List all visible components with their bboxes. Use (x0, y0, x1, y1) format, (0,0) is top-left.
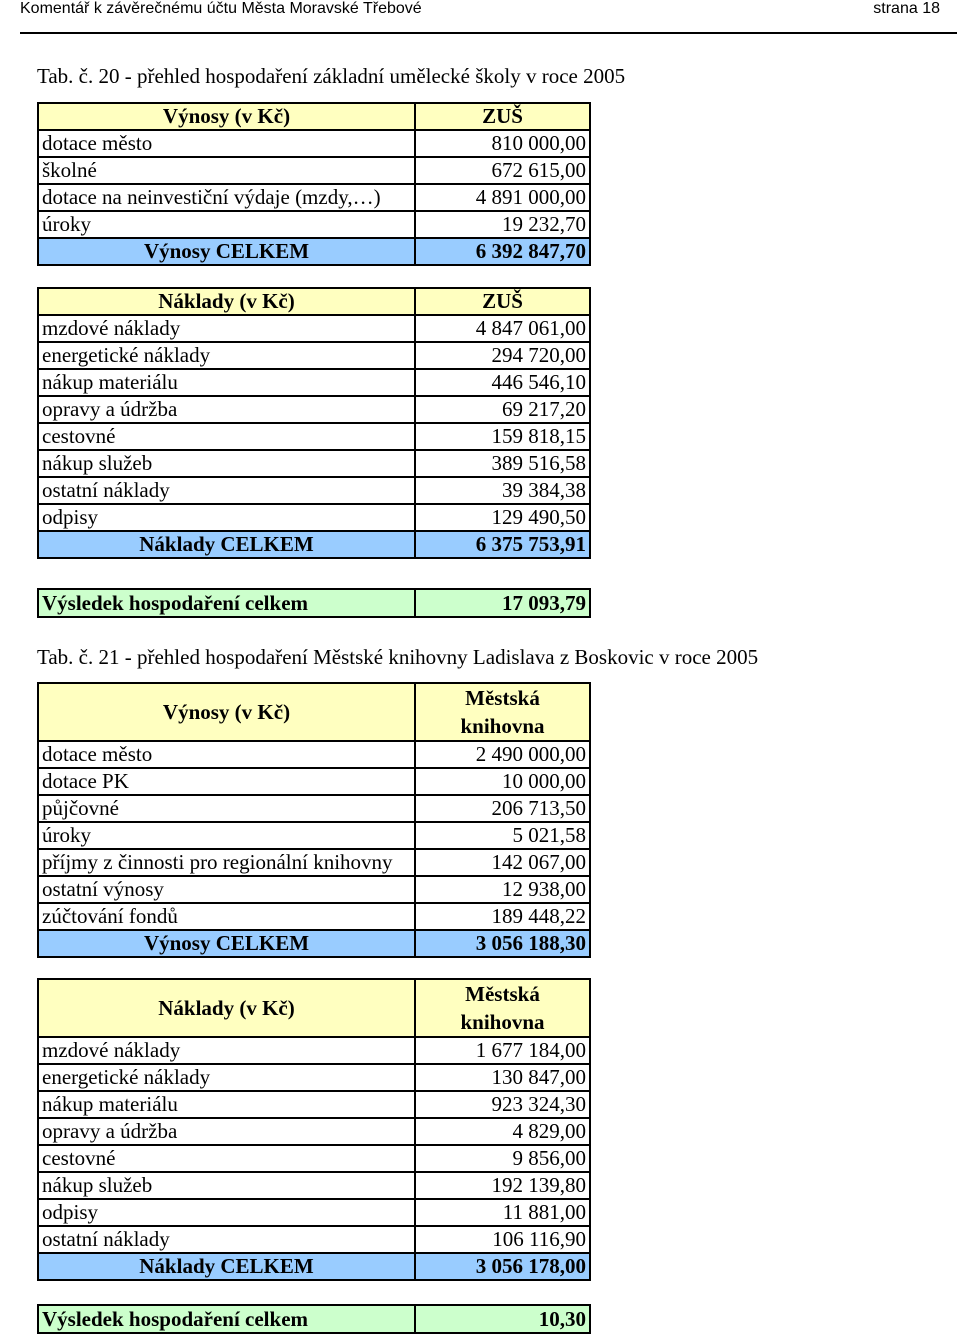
row-label: opravy a údržba (38, 1118, 415, 1145)
table-row (38, 903, 590, 930)
row-label: ostatní výnosy (38, 876, 415, 903)
row-value: 4 891 000,00 (415, 184, 590, 211)
table-row (38, 1145, 590, 1172)
row-value: 446 546,10 (415, 369, 590, 396)
row-value: 5 021,58 (415, 822, 590, 849)
row-value: 10 000,00 (415, 768, 590, 795)
table-20-result (37, 588, 591, 618)
cost-header: Náklady (v Kč) (38, 288, 415, 315)
row-value: 189 448,22 (415, 903, 590, 930)
total-row (38, 1253, 590, 1280)
row-value: 389 516,58 (415, 450, 590, 477)
table-row (38, 822, 590, 849)
revenue-header: Výnosy (v Kč) (38, 103, 415, 130)
unit-header-line2: knihovna (460, 714, 545, 738)
page-header (20, 0, 940, 33)
row-value: 19 232,70 (415, 211, 590, 238)
page-number: strana 18 (873, 0, 940, 17)
result-label: Výsledek hospodaření celkem (38, 1305, 415, 1333)
table-21-revenue (37, 682, 591, 958)
row-label: ostatní náklady (38, 477, 415, 504)
row-value: 1 677 184,00 (415, 1037, 590, 1064)
table-row (38, 315, 590, 342)
row-label: příjmy z činnosti pro regionální knihovny (38, 849, 415, 876)
row-label: půjčovné (38, 795, 415, 822)
total-value: 3 056 188,30 (415, 930, 590, 957)
table-row (38, 423, 590, 450)
table-row (38, 1064, 590, 1091)
header-divider (20, 32, 957, 34)
table-20-revenue (37, 102, 591, 266)
row-value: 9 856,00 (415, 1145, 590, 1172)
table-row (38, 1172, 590, 1199)
document-title: Komentář k závěrečnému účtu Města Moravské Třebové (20, 0, 422, 17)
row-value: 142 067,00 (415, 849, 590, 876)
revenue-header: Výnosy (v Kč) (38, 683, 415, 741)
table-row (38, 1199, 590, 1226)
unit-header-line1: Městská (465, 686, 540, 710)
table-20-caption: Tab. č. 20 - přehled hospodaření základní umělecké školy v roce 2005 (37, 64, 626, 88)
table-row (38, 1037, 590, 1064)
row-label: školné (38, 157, 415, 184)
row-value: 4 847 061,00 (415, 315, 590, 342)
total-value: 3 056 178,00 (415, 1253, 590, 1280)
total-row (38, 531, 590, 558)
row-value: 69 217,20 (415, 396, 590, 423)
row-label: cestovné (38, 423, 415, 450)
row-label: úroky (38, 211, 415, 238)
table-header-row (38, 683, 590, 741)
result-value: 10,30 (415, 1305, 590, 1333)
table-header-row (38, 979, 590, 1037)
table-row (38, 1226, 590, 1253)
result-row (38, 589, 590, 617)
total-label: Výnosy CELKEM (38, 238, 415, 265)
row-value: 130 847,00 (415, 1064, 590, 1091)
total-value: 6 375 753,91 (415, 531, 590, 558)
table-row (38, 396, 590, 423)
row-value: 39 384,38 (415, 477, 590, 504)
table-row (38, 1091, 590, 1118)
row-label: úroky (38, 822, 415, 849)
unit-header: ZUŠ (415, 288, 590, 315)
result-value: 17 093,79 (415, 589, 590, 617)
total-label: Náklady CELKEM (38, 1253, 415, 1280)
row-label: nákup materiálu (38, 1091, 415, 1118)
cost-header: Náklady (v Kč) (38, 979, 415, 1037)
result-row (38, 1305, 590, 1333)
row-value: 206 713,50 (415, 795, 590, 822)
row-value: 11 881,00 (415, 1199, 590, 1226)
row-value: 672 615,00 (415, 157, 590, 184)
row-label: dotace město (38, 130, 415, 157)
row-value: 4 829,00 (415, 1118, 590, 1145)
table-row (38, 130, 590, 157)
table-row (38, 184, 590, 211)
row-label: nákup materiálu (38, 369, 415, 396)
table-row (38, 504, 590, 531)
row-value: 106 116,90 (415, 1226, 590, 1253)
row-label: energetické náklady (38, 1064, 415, 1091)
table-row (38, 1118, 590, 1145)
unit-header-line1: Městská (465, 982, 540, 1006)
table-row (38, 157, 590, 184)
row-value: 192 139,80 (415, 1172, 590, 1199)
table-row (38, 211, 590, 238)
table-header-row (38, 288, 590, 315)
total-label: Náklady CELKEM (38, 531, 415, 558)
row-value: 12 938,00 (415, 876, 590, 903)
table-21-costs (37, 978, 591, 1281)
unit-header-line2: knihovna (460, 1010, 545, 1034)
row-value: 129 490,50 (415, 504, 590, 531)
row-label: odpisy (38, 504, 415, 531)
row-value: 923 324,30 (415, 1091, 590, 1118)
row-label: dotace město (38, 741, 415, 768)
row-label: cestovné (38, 1145, 415, 1172)
table-row (38, 849, 590, 876)
row-value: 2 490 000,00 (415, 741, 590, 768)
table-row (38, 450, 590, 477)
row-label: ostatní náklady (38, 1226, 415, 1253)
row-label: nákup služeb (38, 450, 415, 477)
table-row (38, 369, 590, 396)
table-row (38, 342, 590, 369)
row-value: 810 000,00 (415, 130, 590, 157)
row-value: 159 818,15 (415, 423, 590, 450)
result-label: Výsledek hospodaření celkem (38, 589, 415, 617)
table-row (38, 795, 590, 822)
row-label: zúčtování fondů (38, 903, 415, 930)
unit-header: ZUŠ (415, 103, 590, 130)
unit-header (415, 683, 590, 741)
row-label: energetické náklady (38, 342, 415, 369)
row-label: mzdové náklady (38, 315, 415, 342)
total-value: 6 392 847,70 (415, 238, 590, 265)
table-21-result (37, 1304, 591, 1334)
table-row (38, 477, 590, 504)
row-label: opravy a údržba (38, 396, 415, 423)
row-value: 294 720,00 (415, 342, 590, 369)
table-row (38, 876, 590, 903)
total-label: Výnosy CELKEM (38, 930, 415, 957)
row-label: dotace na neinvestiční výdaje (mzdy,…) (38, 184, 415, 211)
total-row (38, 238, 590, 265)
table-header-row (38, 103, 590, 130)
row-label: odpisy (38, 1199, 415, 1226)
table-20-costs (37, 287, 591, 559)
table-row (38, 768, 590, 795)
table-21-caption: Tab. č. 21 - přehled hospodaření Městské knihovny Ladislava z Boskovic v roce 2005 (37, 645, 759, 669)
table-row (38, 741, 590, 768)
row-label: dotace PK (38, 768, 415, 795)
unit-header (415, 979, 590, 1037)
row-label: nákup služeb (38, 1172, 415, 1199)
total-row (38, 930, 590, 957)
row-label: mzdové náklady (38, 1037, 415, 1064)
